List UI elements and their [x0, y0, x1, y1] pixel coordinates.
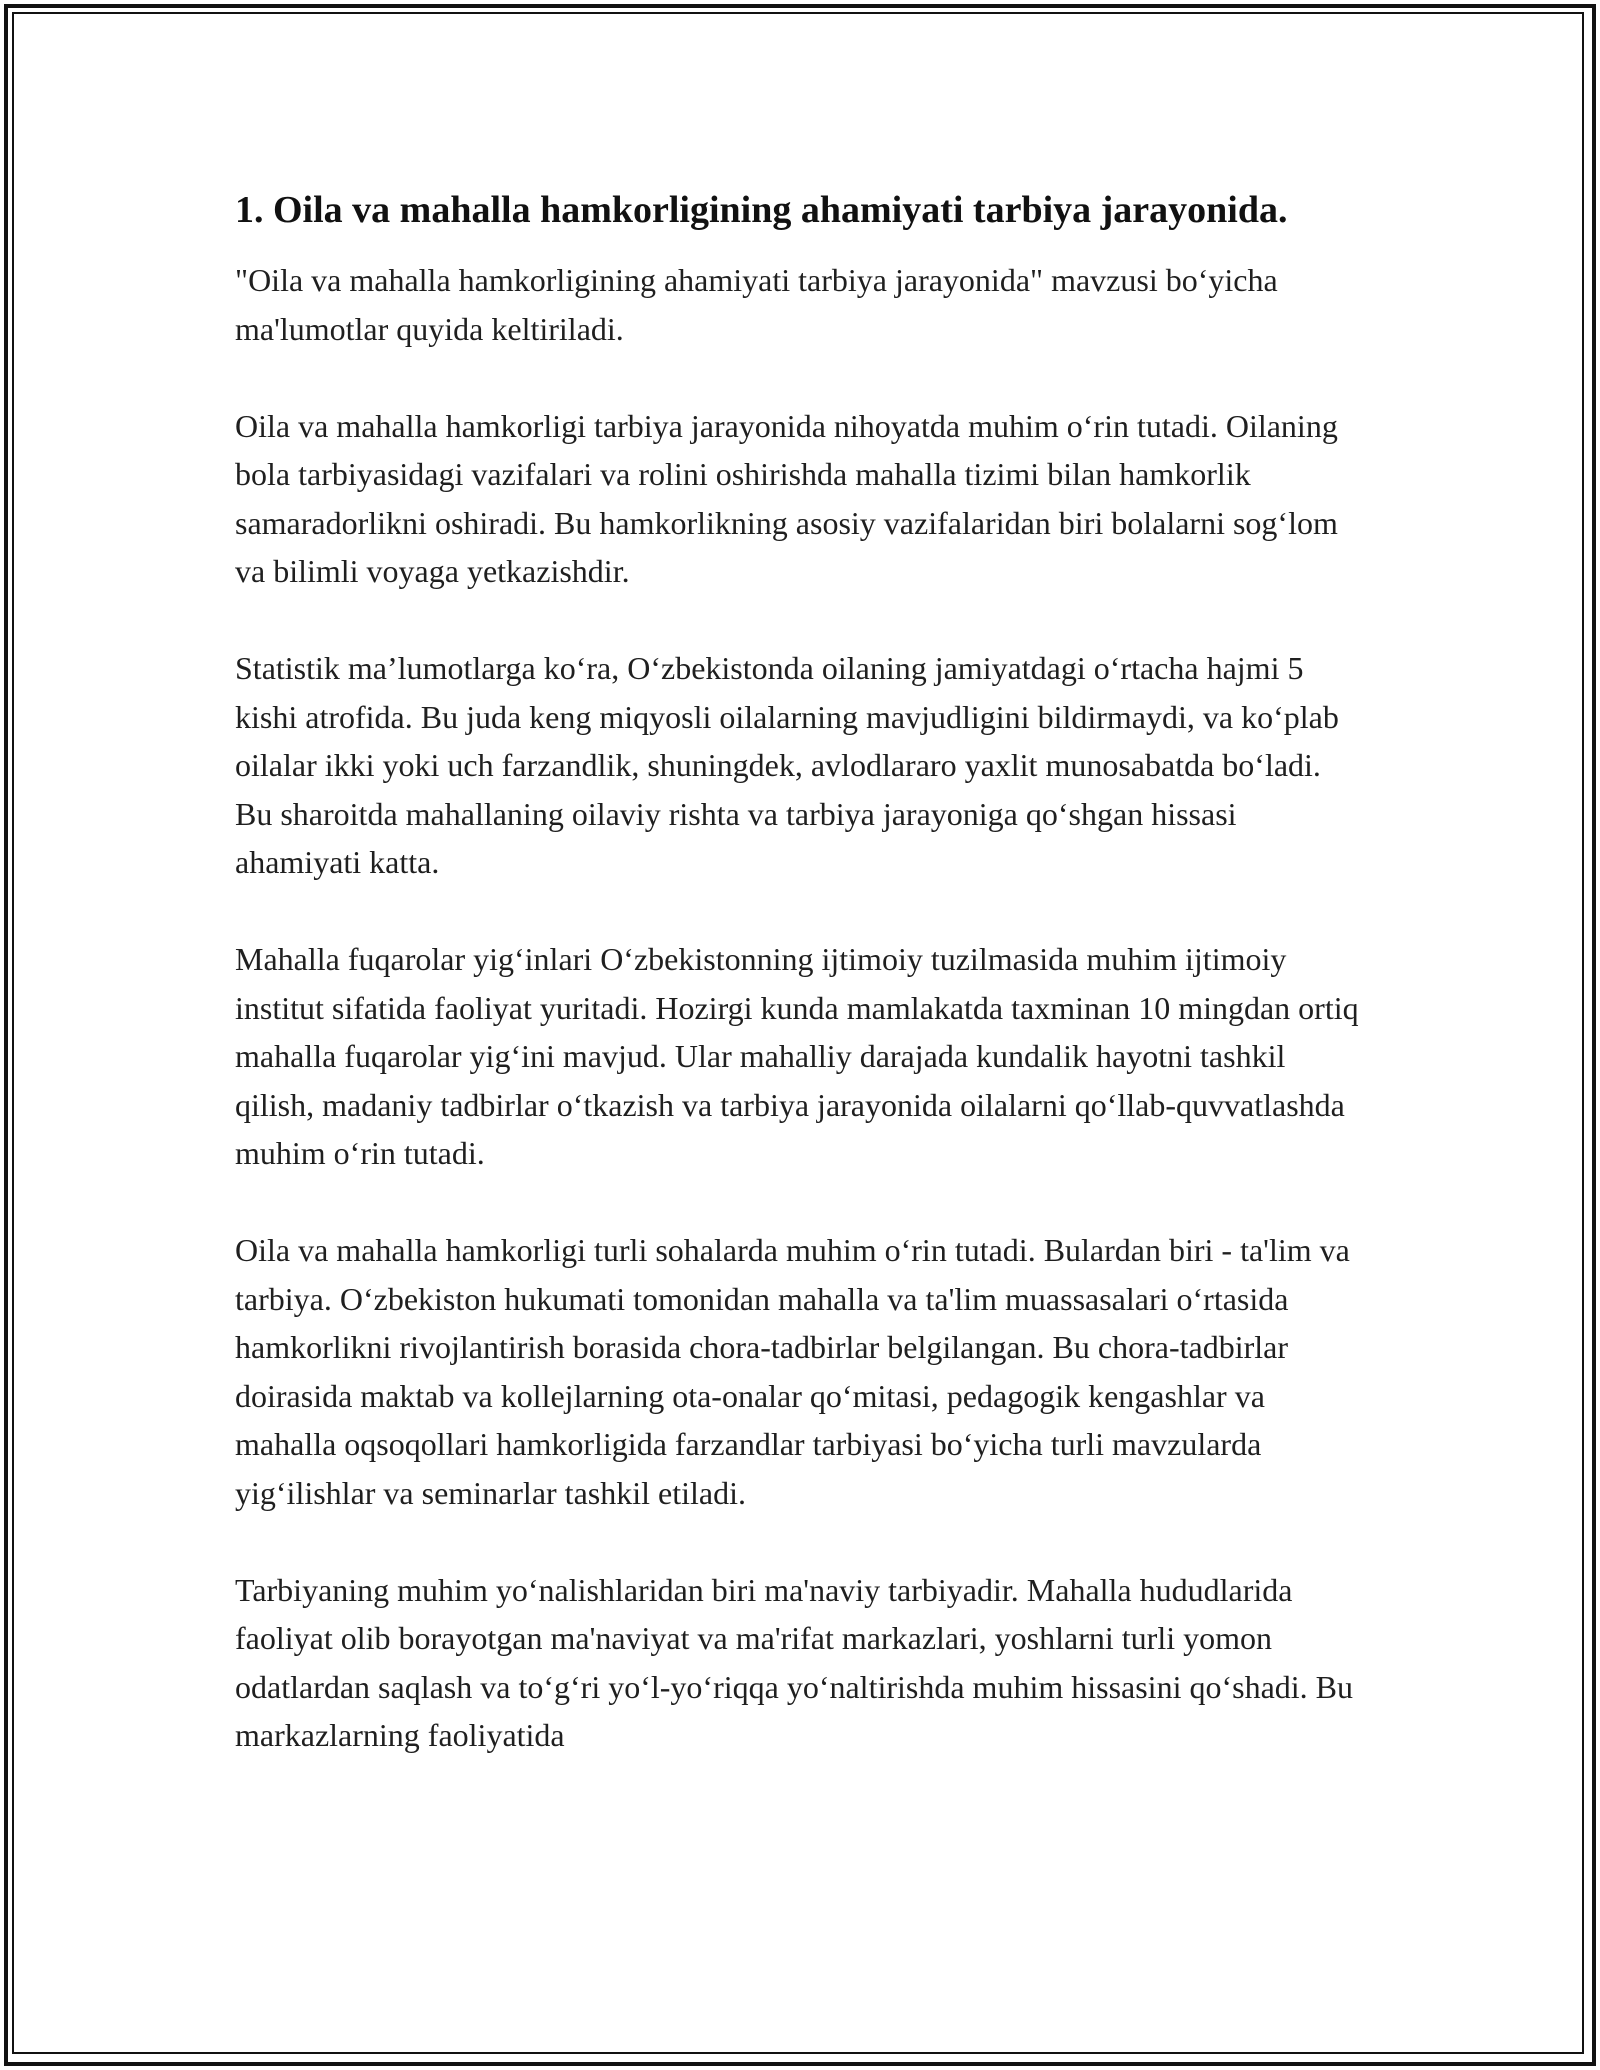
paragraph-mahalla-assemblies: Mahalla fuqarolar yig‘inlari O‘zbekistonning ijtimoiy tuzilmasida muhim ijtimoiy institut sifatida faoliyat yuritadi. Hozirgi kunda mamlakatda taxminan 10 mingdan ortiq mahalla fuqarolar yig‘ini mavjud. Ular mahalliy darajada kundalik hayotni tashkil qilish, madaniy tadbirlar o‘tkazish va tarbiya jarayonida oilalarni qo‘llab-quvvatlashda muhim o‘rin tutadi. [235, 941, 1359, 1171]
document-page [235, 186, 1365, 1808]
section-heading: 1. Oila va mahalla hamkorligining ahamiyati tarbiya jarayonida. [235, 189, 1288, 231]
paragraph-spiritual-upbringing: Tarbiyaning muhim yo‘nalishlaridan biri ma'naviy tarbiyadir. Mahalla hududlarida faoliyat olib borayotgan ma'naviyat va ma'rifat markazlari, yoshlarni turli yomon odatlardan saqlash va to‘g‘ri yo‘l-yo‘riqqa yo‘naltirishda muhim hissasini qo‘shadi. Bu markazlarning faoliyatida [235, 1571, 1353, 1753]
paragraph-education: Oila va mahalla hamkorligi turli sohalarda muhim o‘rin tutadi. Bulardan biri - ta'lim va tarbiya. O‘zbekiston hukumati tomonidan mahalla va ta'lim muassasalari o‘rtasida hamkorlikni rivojlantirish borasida chora-tadbirlar belgilangan. Bu chora-tadbirlar doirasida maktab va kollejlarning ota-onalar qo‘mitasi, pedagogik kengashlar va mahalla oqsoqollari hamkorligida farzandlar tarbiyasi bo‘yicha turli mavzularda yig‘ilishlar va seminarlar tashkil etiladi. [235, 1232, 1350, 1511]
paragraph-family-mahalla-cooperation: Oila va mahalla hamkorligi tarbiya jarayonida nihoyatda muhim o‘rin tutadi. Oilaning bola tarbiyasidagi vazifalari va rolini oshirishda mahalla tizimi bilan hamkorlik samaradorlikni oshiradi. Bu hamkorlikning asosiy vazifalaridan biri bolalarni sog‘lom va bilimli voyaga yetkazishdir. [235, 407, 1338, 589]
paragraph-intro: "Oila va mahalla hamkorligining ahamiyati tarbiya jarayonida" mavzusi bo‘yicha ma'lumotlar quyida keltiriladi. [235, 262, 1278, 347]
paragraph-statistics: Statistik ma’lumotlarga ko‘ra, O‘zbekistonda oilaning jamiyatdagi o‘rtacha hajmi 5 kishi atrofida. Bu juda keng miqyosli oilalarning mavjudligini bildirmaydi, va ko‘plab oilalar ikki yoki uch farzandlik, shuningdek, avlodlararo yaxlit munosabatda bo‘ladi. Bu sharoitda mahallaning oilaviy rishta va tarbiya jarayoniga qo‘shgan hissasi ahamiyati katta. [235, 650, 1339, 880]
